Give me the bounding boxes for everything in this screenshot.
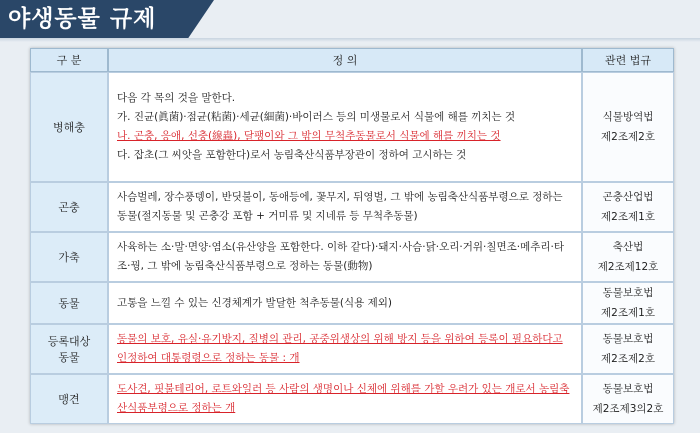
definition-line: 사슴벌레, 장수풍뎅이, 반딧불이, 동애등에, 꽃무지, 뒤영벌, 그 밖에 농림축산식품부령으로 정하는 동물(절지동물 및 곤충강 포함 + 거미류 및 지네류 등 무척추동물) — [117, 191, 563, 222]
law-line: 제2조제12호 — [597, 261, 659, 273]
row-definition — [108, 324, 582, 374]
row-category — [30, 182, 108, 232]
table-row — [30, 72, 674, 182]
law-line: 축산법 — [612, 241, 644, 253]
row-category — [30, 232, 108, 282]
row-law — [582, 182, 674, 232]
row-category — [30, 324, 108, 374]
definition-line: 다. 잡초(그 씨앗을 포함한다)로서 농림축산식품부장관이 정하여 고시하는 것 — [117, 149, 467, 161]
title-divider — [0, 38, 700, 42]
row-definition — [108, 182, 582, 232]
definition-line: 동물의 보호, 유실·유기방지, 질병의 관리, 공중위생상의 위해 방지 등을 위하여 등록이 필요하다고 인정하여 대통령령으로 정하는 동물 : 개 — [117, 333, 563, 364]
law-line: 제2조제2호 — [601, 131, 655, 143]
category-text: 동물 — [58, 351, 80, 364]
category-text: 병해충 — [53, 121, 85, 134]
header-law: 관련 법규 — [582, 48, 674, 72]
table-header-row — [30, 48, 674, 72]
law-line: 제2조제1호 — [601, 211, 655, 223]
table-row — [30, 232, 674, 282]
row-definition — [108, 72, 582, 182]
definition-line: 다음 각 목의 것을 말한다. — [117, 92, 236, 104]
definition-line: 가. 진균(眞菌)·점균(粘菌)·세균(細菌)·바이러스 등의 미생물로서 식물에 해를 끼치는 것 — [117, 111, 516, 123]
header-category: 구 분 — [30, 48, 108, 72]
law-line: 제2조제1호 — [601, 307, 655, 319]
law-line: 동물보호법 — [602, 333, 654, 345]
row-law — [582, 232, 674, 282]
row-category — [30, 282, 108, 324]
category-text: 맹견 — [58, 393, 80, 406]
law-line: 제2조제2호 — [601, 353, 655, 365]
law-line: 제2조제3의2호 — [592, 403, 664, 415]
table-row — [30, 282, 674, 324]
category-text: 동물 — [58, 297, 80, 310]
table-row — [30, 182, 674, 232]
definition-line: 사육하는 소·말·면양·염소(유산양을 포함한다. 이하 같다)·돼지·사슴·닭·오리·거위·칠면조·메추리·타조·꿩, 그 밖에 농림축산식품부령으로 정하는 동물(動物) — [117, 241, 565, 272]
row-definition — [108, 232, 582, 282]
header-definition: 정 의 — [108, 48, 582, 72]
category-text: 등록대상 — [47, 335, 91, 348]
row-law — [582, 374, 674, 424]
row-definition — [108, 374, 582, 424]
law-line: 곤충산업법 — [602, 191, 654, 203]
law-line: 동물보호법 — [602, 287, 654, 299]
table-row — [30, 374, 674, 424]
definition-line: 나. 곤충, 응애, 선충(線蟲), 달팽이와 그 밖의 무척추동물로서 식물에 해를 끼치는 것 — [117, 130, 501, 142]
row-law — [582, 72, 674, 182]
table-row — [30, 324, 674, 374]
law-line: 동물보호법 — [602, 383, 654, 395]
definition-line: 도사견, 핏불테리어, 로트와일러 등 사람의 생명이나 신체에 위해를 가할 우려가 있는 개로서 농림축산식품부령으로 정하는 개 — [117, 383, 570, 414]
table-body — [30, 72, 674, 424]
row-law — [582, 324, 674, 374]
row-law — [582, 282, 674, 324]
page-title: 야생동물 규제 — [8, 6, 157, 32]
category-text: 가축 — [58, 251, 80, 264]
row-definition — [108, 282, 582, 324]
category-text: 곤충 — [58, 201, 80, 214]
law-line: 식물방역법 — [602, 111, 654, 123]
definition-line: 고통을 느낄 수 있는 신경체계가 발달한 척추동물(식용 제외) — [117, 296, 392, 309]
row-category — [30, 72, 108, 182]
regulation-table — [30, 48, 674, 424]
row-category — [30, 374, 108, 424]
